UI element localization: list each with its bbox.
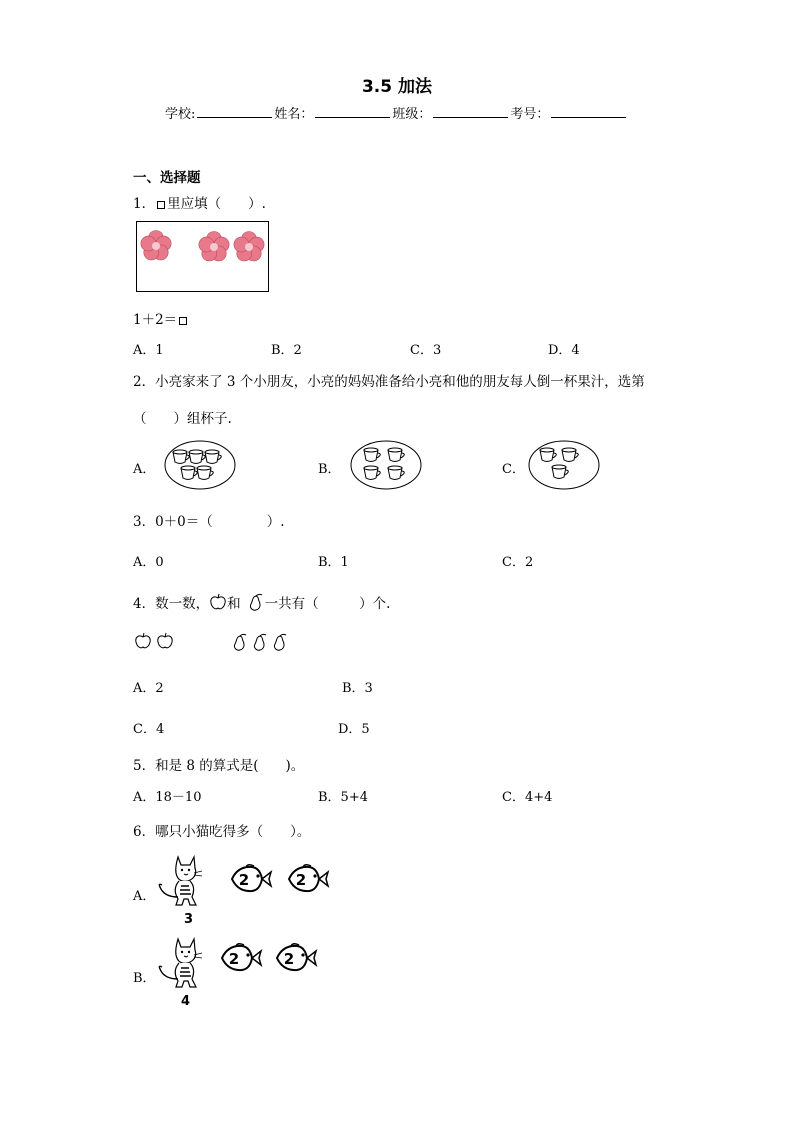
q1-equation <box>133 308 189 328</box>
q4-option-c[interactable]: C．4 <box>133 722 165 737</box>
name-label: 姓名： <box>274 107 314 122</box>
class-label: 班级： <box>392 107 432 122</box>
q1-number: 1． <box>133 196 156 212</box>
student-info-line <box>165 103 628 122</box>
q4-apples-figure <box>133 631 178 651</box>
cat-b-number: 4 <box>181 994 191 1009</box>
q2-option-c[interactable]: C． <box>502 462 525 477</box>
q6-stem: 6．哪只小猫吃得多（ ）。 <box>133 824 311 840</box>
number-blank <box>551 105 626 118</box>
fish-icon <box>285 863 329 895</box>
q3-option-b[interactable]: B．1 <box>318 555 349 570</box>
q5-stem: 5．和是 8 的算式是( )。 <box>133 758 305 774</box>
cat-icon <box>154 935 210 991</box>
q4-stem <box>133 592 390 612</box>
cat-a-number: 3 <box>184 912 194 927</box>
q2-cups-b-figure[interactable] <box>350 440 422 490</box>
q4-stem-text-end: 一共有（ ）个. <box>264 596 391 612</box>
fish-number: 2 <box>283 950 295 968</box>
section-heading: 一、选择题 <box>133 170 201 186</box>
q1-option-b[interactable]: B．2 <box>271 343 302 358</box>
q1-option-d[interactable]: D．4 <box>548 343 580 358</box>
fish-number: 2 <box>295 871 307 889</box>
q2-stem-line2: （ ）组杯子. <box>133 411 232 427</box>
school-blank <box>197 105 272 118</box>
q1-option-a[interactable]: A．1 <box>133 343 164 358</box>
apple-icon <box>209 593 227 611</box>
q2-cups-c-figure[interactable] <box>528 440 600 490</box>
class-blank <box>433 105 508 118</box>
q4-stem-and: 和 <box>227 596 241 612</box>
q4-option-a[interactable]: A．2 <box>133 681 164 696</box>
q5-option-b[interactable]: B．5+4 <box>318 790 368 805</box>
fish-icon <box>218 942 262 974</box>
q3-option-a[interactable]: A．0 <box>133 555 164 570</box>
q1-equation-text: 1＋2＝ <box>133 312 178 328</box>
answer-box-icon <box>179 317 187 325</box>
q3-option-c[interactable]: C．2 <box>502 555 534 570</box>
school-label: 学校: <box>165 107 196 122</box>
q6-option-a[interactable]: A． <box>133 889 156 904</box>
fish-icon <box>273 942 317 974</box>
fish-number: 2 <box>228 950 240 968</box>
q6-option-b[interactable]: B． <box>133 971 156 986</box>
q4-option-d[interactable]: D．5 <box>338 722 370 737</box>
q2-option-b[interactable]: B． <box>318 462 341 477</box>
name-blank <box>315 105 390 118</box>
q1-option-c[interactable]: C．3 <box>410 343 442 358</box>
q1-flowers-figure <box>136 221 269 292</box>
q2-stem-line1: 2．小亮家来了 3 个小朋友，小亮的妈妈准备给小亮和他的朋友每人倒一杯果汁，选第 <box>133 374 645 390</box>
q2-option-a[interactable]: A． <box>133 462 156 477</box>
fish-number: 2 <box>238 871 250 889</box>
q5-option-c[interactable]: C．4+4 <box>502 790 553 805</box>
q3-stem: 3．0＋0＝（ ）. <box>133 514 285 530</box>
pear-icon <box>247 593 265 611</box>
q5-option-a[interactable]: A．18－10 <box>133 790 202 805</box>
q4-pears-figure <box>231 631 301 653</box>
fish-icon <box>228 863 272 895</box>
number-label: 考号： <box>510 107 550 122</box>
q2-cups-a-figure[interactable] <box>164 440 236 490</box>
page-title: 3.5 加法 <box>361 77 433 97</box>
answer-box-icon <box>157 201 165 209</box>
cat-icon <box>154 853 210 909</box>
q4-option-b[interactable]: B．3 <box>342 681 373 696</box>
q4-stem-text: 4．数一数， <box>133 596 210 612</box>
q1-stem <box>133 192 266 212</box>
q1-stem-text: 里应填（ ）. <box>167 196 266 212</box>
